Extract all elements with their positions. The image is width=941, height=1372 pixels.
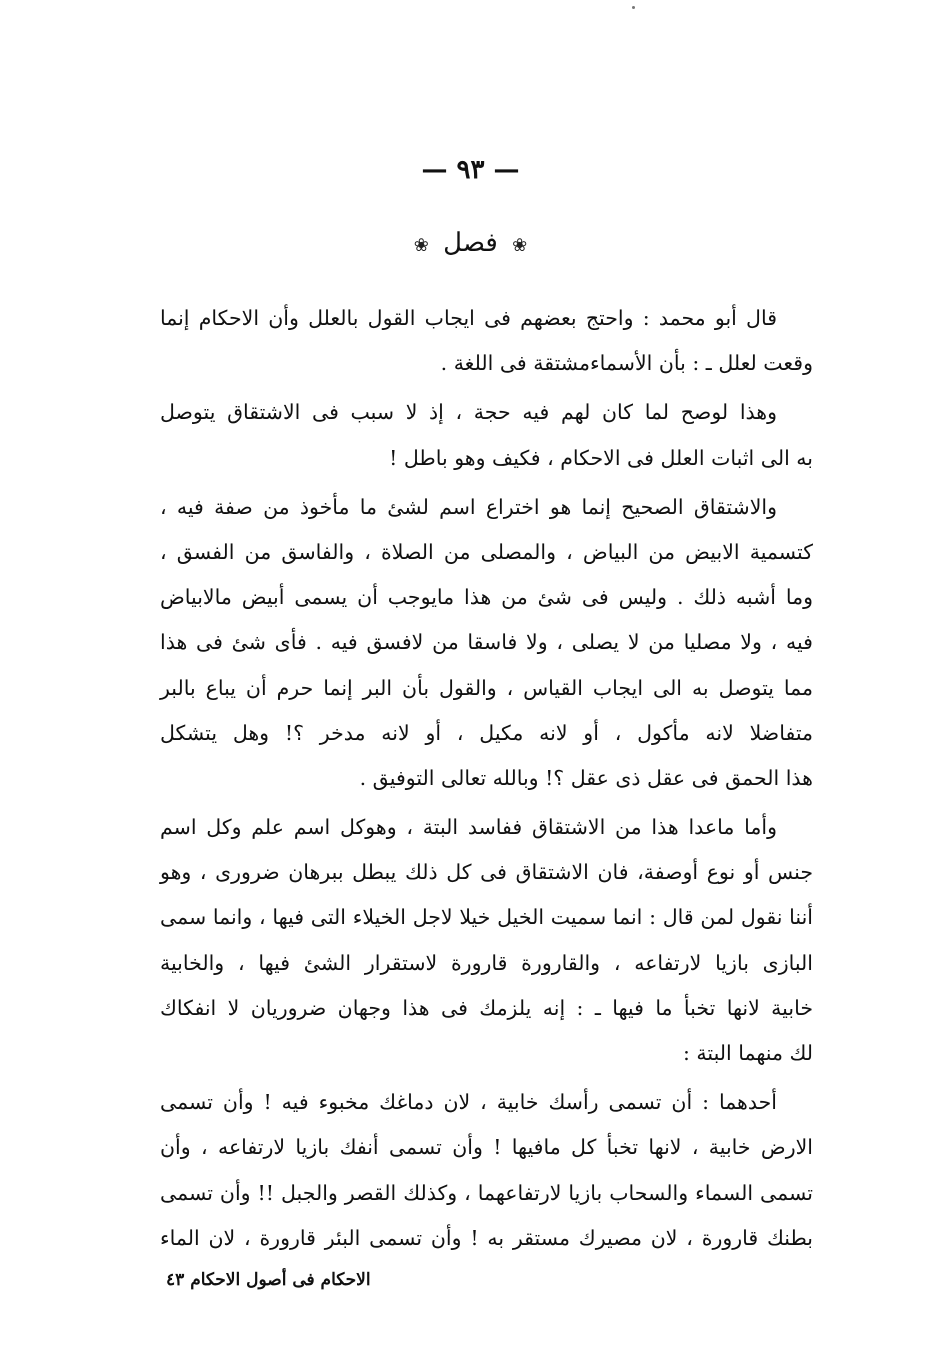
text-line: والاشتقاق الصحيح إنما هو اختراع اسم لشئ ما مأخوذ من صفة فيه ، (160, 494, 777, 519)
page-footer (160, 1270, 813, 1290)
text-line: خابية لانها تخبأ ما فيها ـ : إنه يلزمك فى هذا وجهان ضروريان لا انفكاك (160, 995, 813, 1020)
text-line: بطنك قارورة ، لان مصيرك مستقر به ! وأن تسمى البئر قارورة ، لان الماء (160, 1225, 813, 1250)
footer-signature-number: ٤٣ (166, 1270, 185, 1290)
ornament-right-icon: ❀ (512, 235, 528, 256)
text-line: وقعت لعلل ـ : بأن الأسماءمشتقة فى اللغة . (440, 351, 813, 376)
text-line: أننا نقول لمن قال : انما سميت الخيل خيلا لاجل الخيلاء التى فيها ، وانما سمى (160, 905, 813, 930)
text-line: أحدهما : أن تسمى رأسك خابية ، لان دماغك مخبوء فيه ! وأن تسمى (160, 1090, 777, 1115)
text-line: فيه ، ولا مصليا من لا يصلى ، ولا فاسقا من لافسق فيه . فأى شئ فى هذا (160, 630, 813, 655)
text-line: الارض خابية ، لانها تخبأ كل مافيها ! وأن تسمى أنفك بازيا لارتفاعه ، وأن (160, 1135, 813, 1160)
section-heading-text: فصل (443, 228, 498, 258)
text-line: جنس أو نوع أوصفة، فان الاشتقاق فى كل ذلك يبطل ببرهان ضرورى ، وهو (160, 860, 813, 885)
text-line: به الى اثبات العلل فى الاحكام ، فكيف وهو باطل ! (389, 445, 813, 470)
text-line: وأما ماعدا هذا من الاشتقاق ففاسد البتة ، وهوكل اسم علم وكل اسم (160, 815, 777, 840)
text-line: قال أبو محمد : واحتج بعضهم فى ايجاب القول بالعلل وأن الاحكام إنما (160, 306, 777, 330)
page-number: — ٩٣ — (421, 155, 520, 185)
text-line: لك منهما البتة : (683, 1041, 813, 1065)
text-line: متفاضلا لانه مأكول ، أو لانه مكيل ، أو لانه مدخر ؟! وهل يتشكل (160, 720, 813, 745)
text-line: وهذا لوصح لما كان لهم فيه حجة ، إذ لا سبب فى الاشتقاق يتوصل (160, 400, 777, 425)
footer-book-title: الاحكام فى أصول الاحكام (190, 1270, 371, 1290)
text-line: البازى بازيا لارتفاعه ، والقارورة قارورة لاستقرار الشئ فيها ، والخابية (160, 950, 813, 975)
text-line: هذا الحمق فى عقل ذى عقل ؟! وبالله تعالى التوفيق . (359, 765, 813, 790)
section-heading (0, 228, 941, 258)
body-text (160, 296, 813, 1261)
scan-speck (632, 6, 635, 9)
text-line: تسمى السماء والسحاب بازيا لارتفاعهما ، وكذلك القصر والجبل !! وأن تسمى (160, 1180, 813, 1205)
ornament-left-icon: ❀ (413, 235, 429, 256)
text-line: وما أشبه ذلك . وليس فى شئ من هذا مايوجب أن يسمى أبيض مالابياض (160, 585, 813, 610)
text-line: مما يتوصل به الى ايجاب القياس ، والقول بأن البر إنما حرم أن يباع بالبر (160, 675, 813, 700)
text-line: كتسمية الابيض من البياض ، والمصلى من الصلاة ، والفاسق من الفسق ، (160, 539, 813, 564)
